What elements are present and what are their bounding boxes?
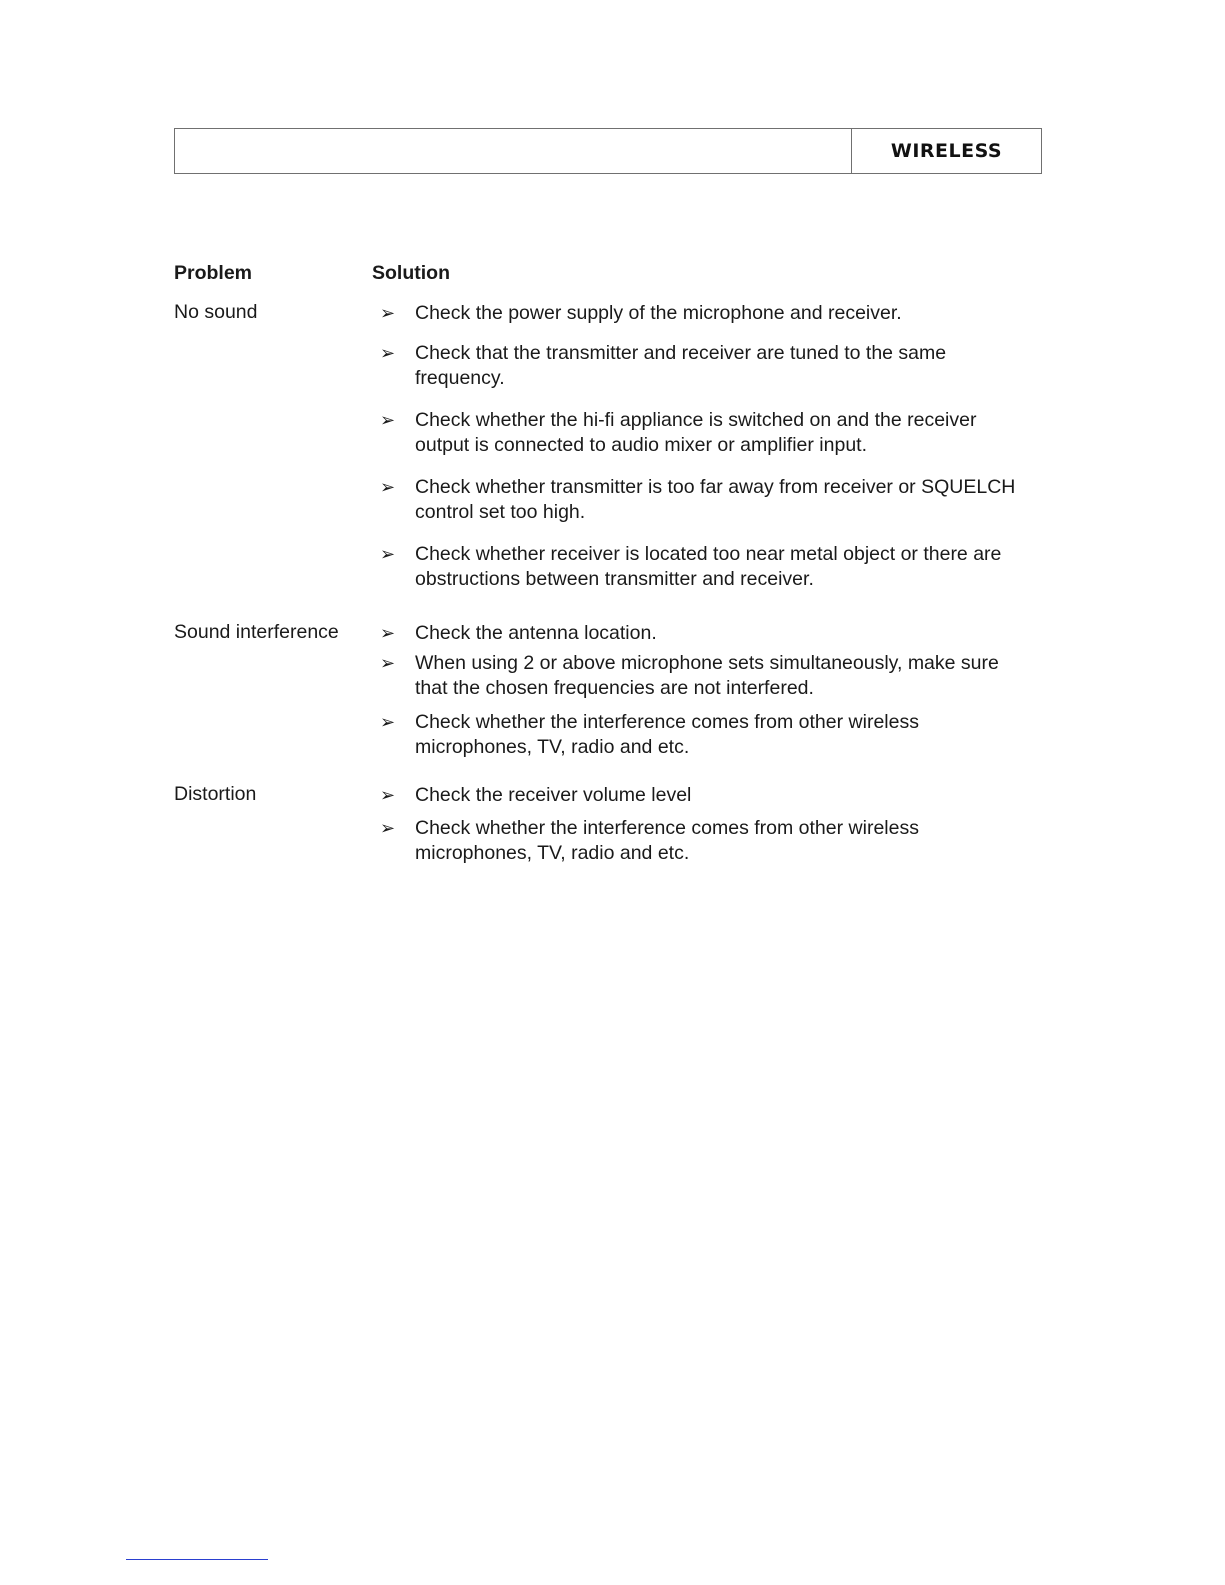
solution-text: When using 2 or above microphone sets simultaneously, make sure that the chosen frequencies are not interfered. — [415, 652, 999, 699]
arrow-bullet-icon: ➢ — [380, 712, 396, 732]
solution-text: Check that the transmitter and receiver are tuned to the same frequency. — [415, 342, 947, 389]
problem-label: Sound interference — [174, 621, 339, 643]
arrow-bullet-icon: ➢ — [380, 653, 396, 673]
arrow-bullet-icon: ➢ — [380, 410, 396, 430]
header-title: WIRELESS — [890, 140, 1003, 162]
solution-item — [375, 710, 1035, 760]
arrow-bullet-icon: ➢ — [380, 785, 396, 805]
solution-item — [375, 816, 1035, 866]
header-blank-cell — [175, 129, 852, 173]
solution-text: Check the power supply of the microphone and receiver. — [415, 302, 902, 324]
solution-item — [375, 621, 1035, 646]
arrow-bullet-icon: ➢ — [380, 818, 396, 838]
solution-text: Check whether the interference comes from other wireless microphones, TV, radio and etc. — [415, 817, 919, 864]
solution-text: Check the receiver volume level — [415, 784, 692, 806]
solution-item — [375, 475, 1035, 525]
solution-text: Check whether transmitter is too far away from receiver or SQUELCH control set too high. — [415, 476, 1016, 523]
footer-divider — [126, 1559, 268, 1560]
solution-item — [375, 301, 1035, 326]
problem-label: Distortion — [174, 783, 257, 805]
solution-text: Check whether receiver is located too near metal object or there are obstructions between transmitter and receiver. — [415, 543, 1002, 590]
arrow-bullet-icon: ➢ — [380, 303, 396, 323]
arrow-bullet-icon: ➢ — [380, 343, 396, 363]
column-header-solution: Solution — [372, 262, 450, 284]
problem-label: No sound — [174, 301, 258, 323]
arrow-bullet-icon: ➢ — [380, 544, 396, 564]
solution-text: Check the antenna location. — [415, 622, 657, 644]
solution-item — [375, 341, 1035, 391]
header-box — [174, 128, 1042, 174]
solution-item — [375, 542, 1035, 592]
solution-item — [375, 783, 1035, 808]
solution-item — [375, 651, 1035, 701]
arrow-bullet-icon: ➢ — [380, 477, 396, 497]
solution-text: Check whether the hi-fi appliance is switched on and the receiver output is connected to audio mixer or amplifier input. — [415, 409, 977, 456]
solution-item — [375, 408, 1035, 458]
solution-text: Check whether the interference comes from other wireless microphones, TV, radio and etc. — [415, 711, 919, 758]
column-header-problem: Problem — [174, 262, 253, 284]
arrow-bullet-icon: ➢ — [380, 623, 396, 643]
